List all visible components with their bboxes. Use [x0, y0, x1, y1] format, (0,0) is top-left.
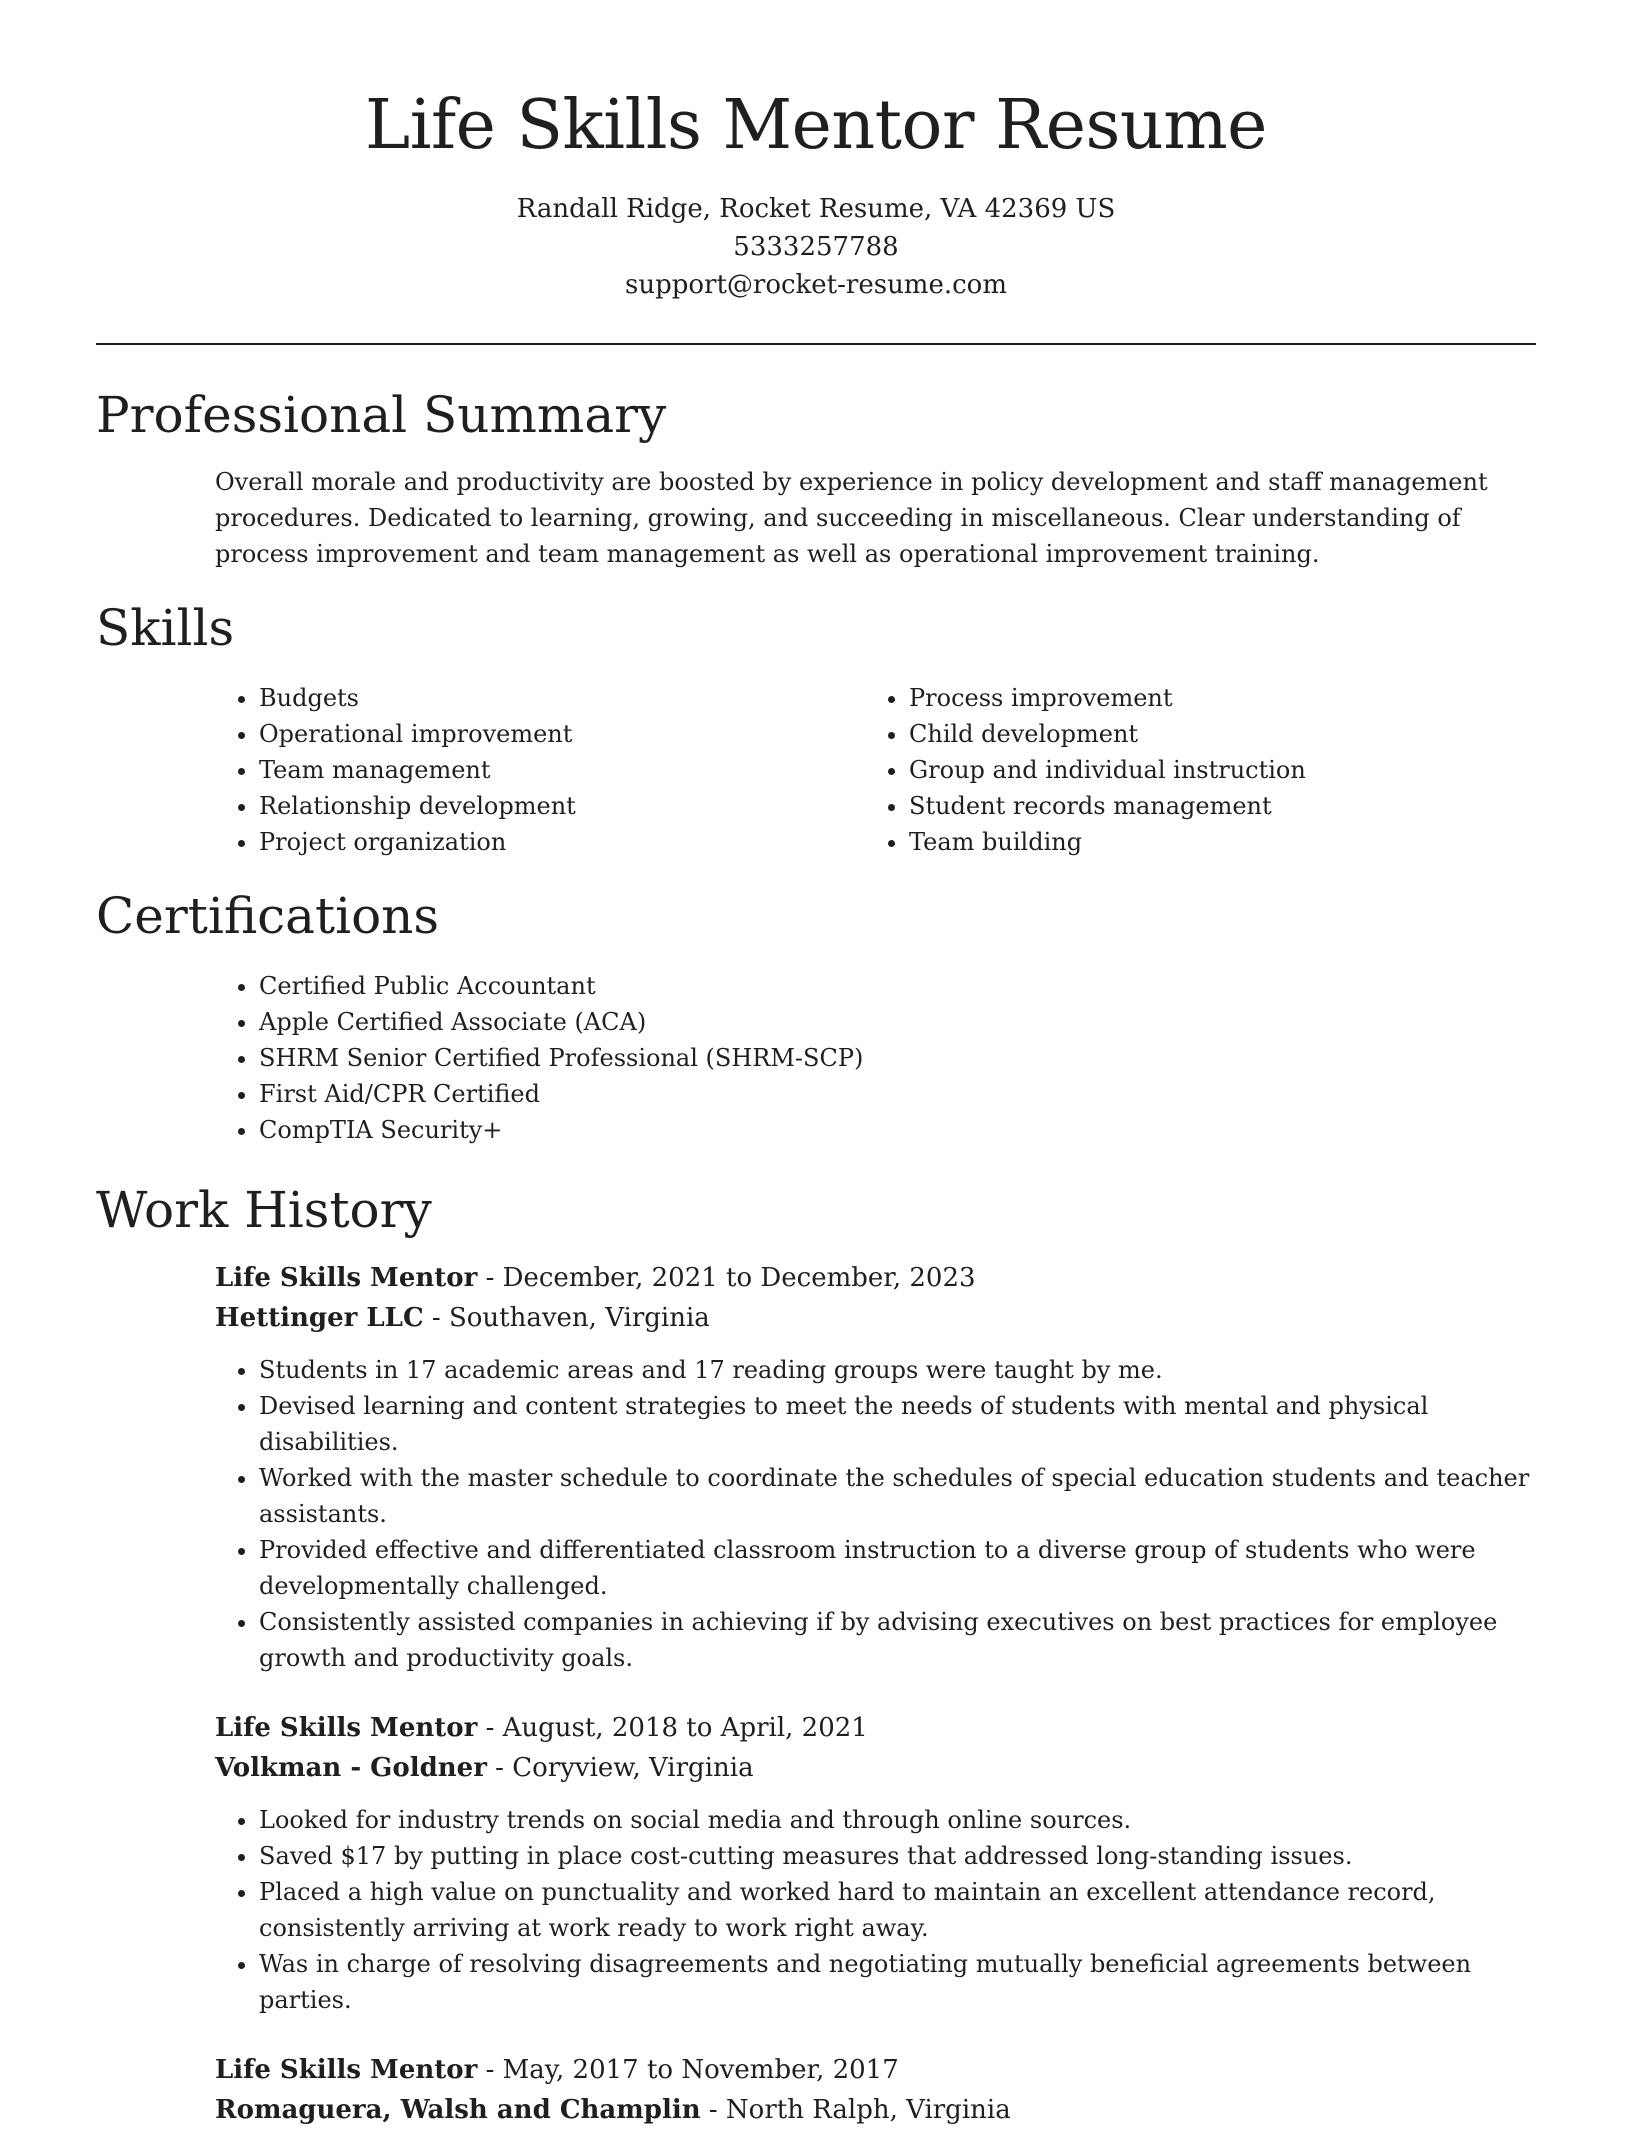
list-item: • CompTIA Security+	[259, 1112, 1536, 1148]
contact-block	[96, 190, 1536, 304]
job-bullet-list	[215, 1352, 1535, 1676]
skills-list-left	[215, 680, 865, 860]
list-item: • Devised learning and content strategies to meet the needs of students with mental and physical disabilities.	[259, 1388, 1535, 1460]
list-item: • Placed a high value on punctuality and worked hard to maintain an excellent attendance record, consistently arriving at work ready to work right away.	[259, 1874, 1535, 1946]
skills-column-right	[865, 680, 1515, 860]
list-item: • Child development	[909, 716, 1515, 752]
list-item: • SHRM Senior Certified Professional (SHRM-SCP)	[259, 1040, 1536, 1076]
job-entry	[215, 2050, 1535, 2130]
list-item: • Provided effective and differentiated classroom instruction to a diverse group of students who were developmentally challenged.	[259, 1532, 1535, 1604]
job-dates: - August, 2018 to April, 2021	[477, 1713, 868, 1743]
job-bullet-list	[215, 1802, 1535, 2018]
list-item: • Apple Certified Associate (ACA)	[259, 1004, 1536, 1040]
list-item: • Operational improvement	[259, 716, 865, 752]
contact-email: support@rocket-resume.com	[624, 270, 1007, 300]
certifications-heading: Certifications	[96, 887, 440, 945]
job-company: Romaguera, Walsh and Champlin	[215, 2095, 701, 2125]
job-company: Volkman - Goldner	[215, 1753, 487, 1783]
job-location: - Coryview, Virginia	[486, 1753, 754, 1783]
certifications-block	[215, 968, 1536, 1148]
resume-title: Life Skills Mentor Resume	[365, 86, 1267, 165]
job-title: Life Skills Mentor	[215, 2055, 478, 2085]
job-location: - North Ralph, Virginia	[700, 2095, 1011, 2125]
certifications-list	[215, 968, 1536, 1148]
job-title-line	[215, 2050, 1535, 2090]
list-item: • Budgets	[259, 680, 865, 716]
job-company: Hettinger LLC	[215, 1303, 424, 1333]
job-title: Life Skills Mentor	[215, 1713, 478, 1743]
skills-heading: Skills	[96, 599, 235, 657]
list-item: • Certified Public Accountant	[259, 968, 1536, 1004]
job-company-line	[215, 1748, 1535, 1788]
list-item: • Relationship development	[259, 788, 865, 824]
job-title-line	[215, 1708, 1535, 1748]
job-bullets	[215, 1802, 1535, 2018]
job-bullets	[215, 1352, 1535, 1676]
list-item: • Team building	[909, 824, 1515, 860]
list-item: • Team management	[259, 752, 865, 788]
skills-grid	[215, 680, 1536, 860]
resume-page	[96, 0, 1536, 2130]
job-title: Life Skills Mentor	[215, 1263, 478, 1293]
list-item: • Saved $17 by putting in place cost-cutting measures that addressed long-standing issues.	[259, 1838, 1535, 1874]
job-company-line	[215, 2090, 1535, 2130]
job-title-line	[215, 1258, 1535, 1298]
job-entry	[215, 1708, 1535, 2018]
work-history-heading: Work History	[96, 1181, 432, 1239]
list-item: • Was in charge of resolving disagreements and negotiating mutually beneficial agreements between parties.	[259, 1946, 1535, 2018]
list-item: • Project organization	[259, 824, 865, 860]
job-dates: - May, 2017 to November, 2017	[477, 2055, 899, 2085]
job-entry	[215, 1258, 1535, 1676]
list-item: • Students in 17 academic areas and 17 reading groups were taught by me.	[259, 1352, 1535, 1388]
summary-heading: Professional Summary	[96, 386, 667, 444]
list-item: • First Aid/CPR Certified	[259, 1076, 1536, 1112]
list-item: • Worked with the master schedule to coordinate the schedules of special education students and teacher assistants.	[259, 1460, 1535, 1532]
contact-address: Randall Ridge, Rocket Resume, VA 42369 US	[516, 194, 1116, 224]
job-dates: - December, 2021 to December, 2023	[477, 1263, 976, 1293]
summary-text: Overall morale and productivity are boosted by experience in policy development and staff management procedures. Dedicated to learning, growing, and succeeding in miscellaneous. Clear understanding of process improvement and team management as well as operational improvement training.	[215, 468, 1488, 568]
header-divider	[96, 343, 1536, 345]
list-item: • Process improvement	[909, 680, 1515, 716]
list-item: • Group and individual instruction	[909, 752, 1515, 788]
list-item: • Looked for industry trends on social media and through online sources.	[259, 1802, 1535, 1838]
list-item: • Consistently assisted companies in achieving if by advising executives on best practices for employee growth and productivity goals.	[259, 1604, 1535, 1676]
job-company-line	[215, 1298, 1535, 1338]
job-location: - Southaven, Virginia	[423, 1303, 710, 1333]
contact-phone: 5333257788	[733, 232, 899, 262]
skills-list-right	[865, 680, 1515, 860]
list-item: • Student records management	[909, 788, 1515, 824]
skills-column-left	[215, 680, 865, 860]
